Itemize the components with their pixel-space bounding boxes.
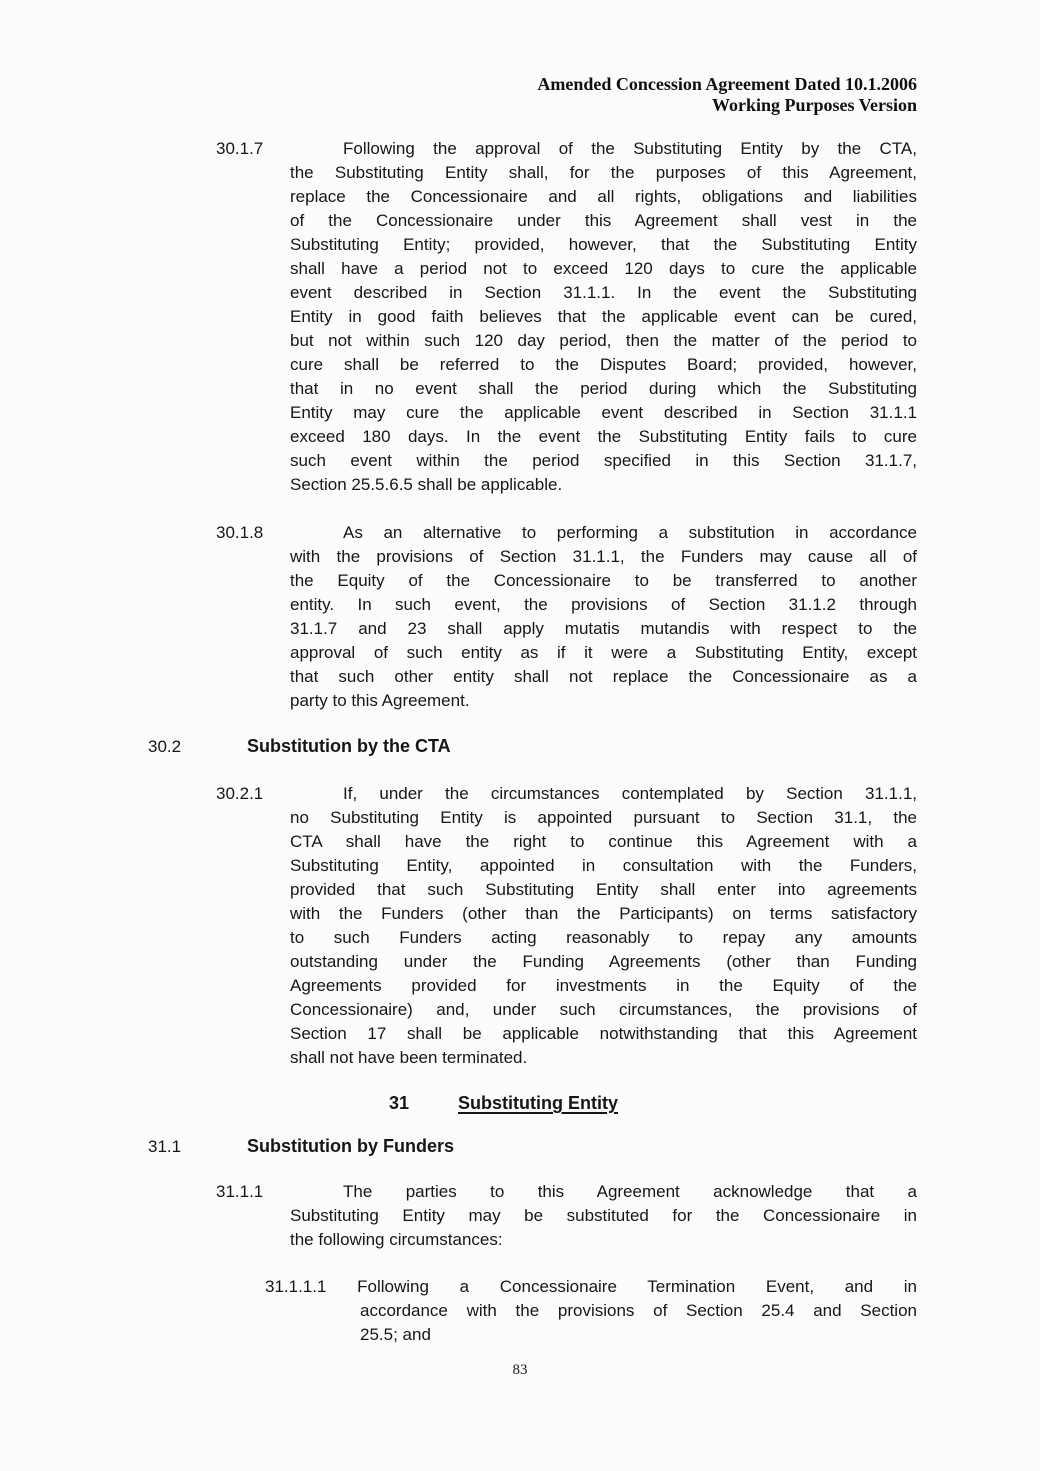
text-line: replace the Concessionaire and all rights, obligations and liabilities — [290, 187, 917, 206]
text-line: accordance with the provisions of Section 25.4 and Section — [360, 1301, 917, 1320]
section-31-1-1 — [216, 1180, 917, 1252]
paragraph-text — [290, 137, 917, 497]
text-line: Substituting Entity may be substituted for the Concessionaire in — [290, 1206, 917, 1225]
section-number: 31.1 — [148, 1137, 182, 1156]
paragraph-number: 30.2.1 — [216, 784, 264, 803]
text-line: of the Concessionaire under this Agreement shall vest in the — [290, 211, 917, 230]
text-line: to such Funders acting reasonably to repay any amounts — [290, 928, 917, 947]
text-line: Following the approval of the Substituting Entity by the CTA, — [343, 139, 917, 158]
text-line: no Substituting Entity is appointed pursuant to Section 31.1, the — [290, 808, 917, 827]
paragraph-number: 31.1.1.1 — [265, 1277, 327, 1296]
paragraph-number: 31.1.1 — [216, 1182, 264, 1201]
section-31-1-1-1 — [265, 1275, 917, 1347]
text-line: the Substituting Entity shall, for the purposes of this Agreement, — [290, 163, 917, 182]
header-line-1: Amended Concession Agreement Dated 10.1.2006 — [537, 74, 917, 94]
chapter-title: Substituting Entity — [458, 1093, 618, 1113]
text-line: If, under the circumstances contemplated by Section 31.1.1, — [343, 784, 917, 803]
heading-31 — [389, 1091, 618, 1115]
text-line: that such other entity shall not replace the Concessionaire as a — [290, 667, 917, 686]
text-line: provided that such Substituting Entity shall enter into agreements — [290, 880, 917, 899]
section-30-1-7 — [216, 137, 917, 497]
text-line: exceed 180 days. In the event the Substituting Entity fails to cure — [290, 427, 917, 446]
section-number: 30.2 — [148, 737, 182, 756]
text-line: Entity in good faith believes that the applicable event can be cured, — [290, 307, 917, 326]
page-number: 83 — [512, 1362, 528, 1378]
text-line: Entity may cure the applicable event described in Section 31.1.1 — [290, 403, 917, 422]
text-line: the following circumstances: — [290, 1230, 503, 1249]
text-line: party to this Agreement. — [290, 691, 470, 710]
text-line: that in no event shall the period during which the Substituting — [290, 379, 917, 398]
text-line: 25.5; and — [360, 1325, 431, 1344]
text-line: CTA shall have the right to continue this Agreement with a — [290, 832, 917, 851]
text-line: with the provisions of Section 31.1.1, the Funders may cause all of — [290, 547, 917, 566]
text-line: event described in Section 31.1.1. In the event the Substituting — [290, 283, 917, 302]
text-line: Agreements provided for investments in the Equity of the — [290, 976, 917, 995]
paragraph-number: 30.1.8 — [216, 523, 264, 542]
page-footer — [0, 1362, 1040, 1379]
text-line: Substituting Entity; provided, however, that the Substituting Entity — [290, 235, 917, 254]
text-line: the Equity of the Concessionaire to be transferred to another — [290, 571, 917, 590]
paragraph-number: 30.1.7 — [216, 139, 264, 158]
header-line-2: Working Purposes Version — [711, 95, 917, 115]
text-line: As an alternative to performing a substitution in accordance — [343, 523, 917, 542]
paragraph-text — [290, 782, 917, 1070]
section-30-2-1 — [216, 782, 917, 1070]
chapter-number: 31 — [389, 1093, 410, 1113]
text-line: with the Funders (other than the Participants) on terms satisfactory — [290, 904, 917, 923]
text-line: such event within the period specified in this Section 31.1.7, — [290, 451, 917, 470]
text-line: cure shall be referred to the Disputes Board; provided, however, — [290, 355, 917, 374]
text-line: outstanding under the Funding Agreements (other than Funding — [290, 952, 917, 971]
text-line: Section 25.5.6.5 shall be applicable. — [290, 475, 563, 494]
heading-31-1 — [148, 1134, 917, 1159]
text-line: shall not have been terminated. — [290, 1048, 528, 1067]
section-30-1-8 — [216, 521, 917, 713]
document-header — [537, 74, 917, 116]
text-line: Section 17 shall be applicable notwithstanding that this Agreement — [290, 1024, 917, 1043]
heading-30-2 — [148, 734, 917, 759]
text-line: The parties to this Agreement acknowledge that a — [343, 1182, 917, 1201]
text-line: Substituting Entity, appointed in consultation with the Funders, — [290, 856, 917, 875]
text-line: but not within such 120 day period, then the matter of the period to — [290, 331, 917, 350]
paragraph-text — [290, 521, 917, 713]
text-line: 31.1.1.1 Following a Concessionaire Termination Event, and in — [265, 1277, 917, 1296]
text-line: 31.1.7 and 23 shall apply mutatis mutandis with respect to the — [290, 619, 917, 638]
text-line: Concessionaire) and, under such circumstances, the provisions of — [290, 1000, 917, 1019]
text-line: entity. In such event, the provisions of Section 31.1.2 through — [290, 595, 917, 614]
section-title: Substitution by Funders — [247, 1136, 454, 1156]
section-title: Substitution by the CTA — [247, 736, 451, 756]
paragraph-text — [290, 1180, 917, 1252]
text-line: approval of such entity as if it were a Substituting Entity, except — [290, 643, 917, 662]
paragraph-text — [265, 1275, 917, 1347]
text-line: shall have a period not to exceed 120 days to cure the applicable — [290, 259, 917, 278]
